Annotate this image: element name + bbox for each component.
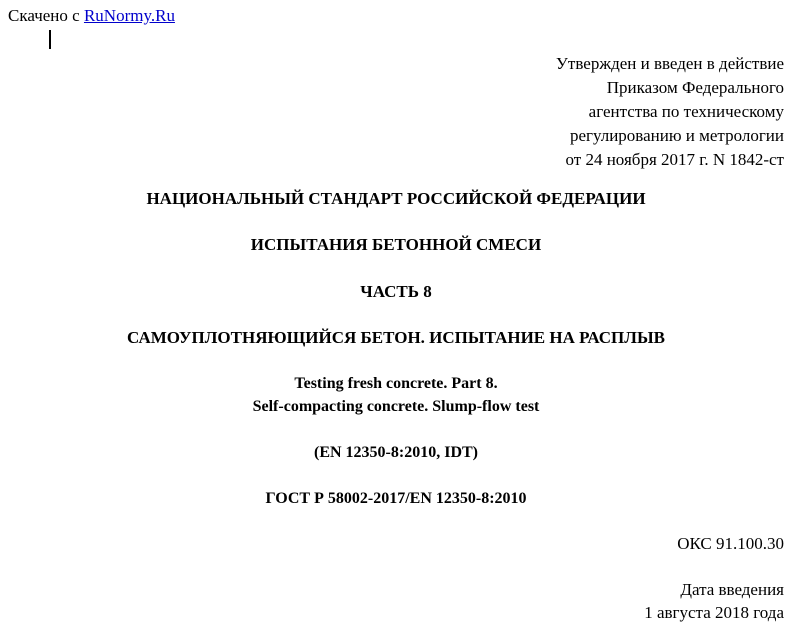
english-title-line-2: Self-compacting concrete. Slump-flow test (252, 398, 540, 415)
approval-line-1: Утвержден и введен в действие (555, 54, 784, 73)
standard-subtitle: САМОУПЛОТНЯЮЩИЙСЯ БЕТОН. ИСПЫТАНИЕ НА РАСПЛЫВ (127, 328, 665, 347)
equivalence-note: (EN 12350-8:2010, IDT) (314, 444, 478, 461)
approval-line-4: регулированию и метрологии (569, 126, 784, 145)
national-standard-title: НАЦИОНАЛЬНЫЙ СТАНДАРТ РОССИЙСКОЙ ФЕДЕРАЦИИ (146, 189, 646, 208)
source-line (8, 6, 175, 26)
text-cursor (49, 30, 51, 49)
source-prefix: Скачено с (8, 6, 80, 25)
oks-code: ОКС 91.100.30 (677, 534, 784, 553)
runormy-link[interactable]: RuNormy.Ru (83, 6, 175, 25)
approval-line-5: от 24 ноября 2017 г. N 1842-ст (565, 150, 784, 169)
approval-block (556, 52, 784, 172)
introduction-label: Дата введения (680, 580, 784, 599)
approval-line-2: Приказом Федерального (606, 78, 784, 97)
introduction-date: 1 августа 2018 года (644, 603, 784, 622)
standard-designation: ГОСТ Р 58002-2017/EN 12350-8:2010 (265, 490, 527, 507)
standard-title: ИСПЫТАНИЯ БЕТОННОЙ СМЕСИ (250, 235, 542, 254)
approval-line-3: агентства по техническому (588, 102, 784, 121)
english-title-line-1: Testing fresh concrete. Part 8. (294, 375, 498, 392)
standard-part: ЧАСТЬ 8 (360, 282, 432, 301)
